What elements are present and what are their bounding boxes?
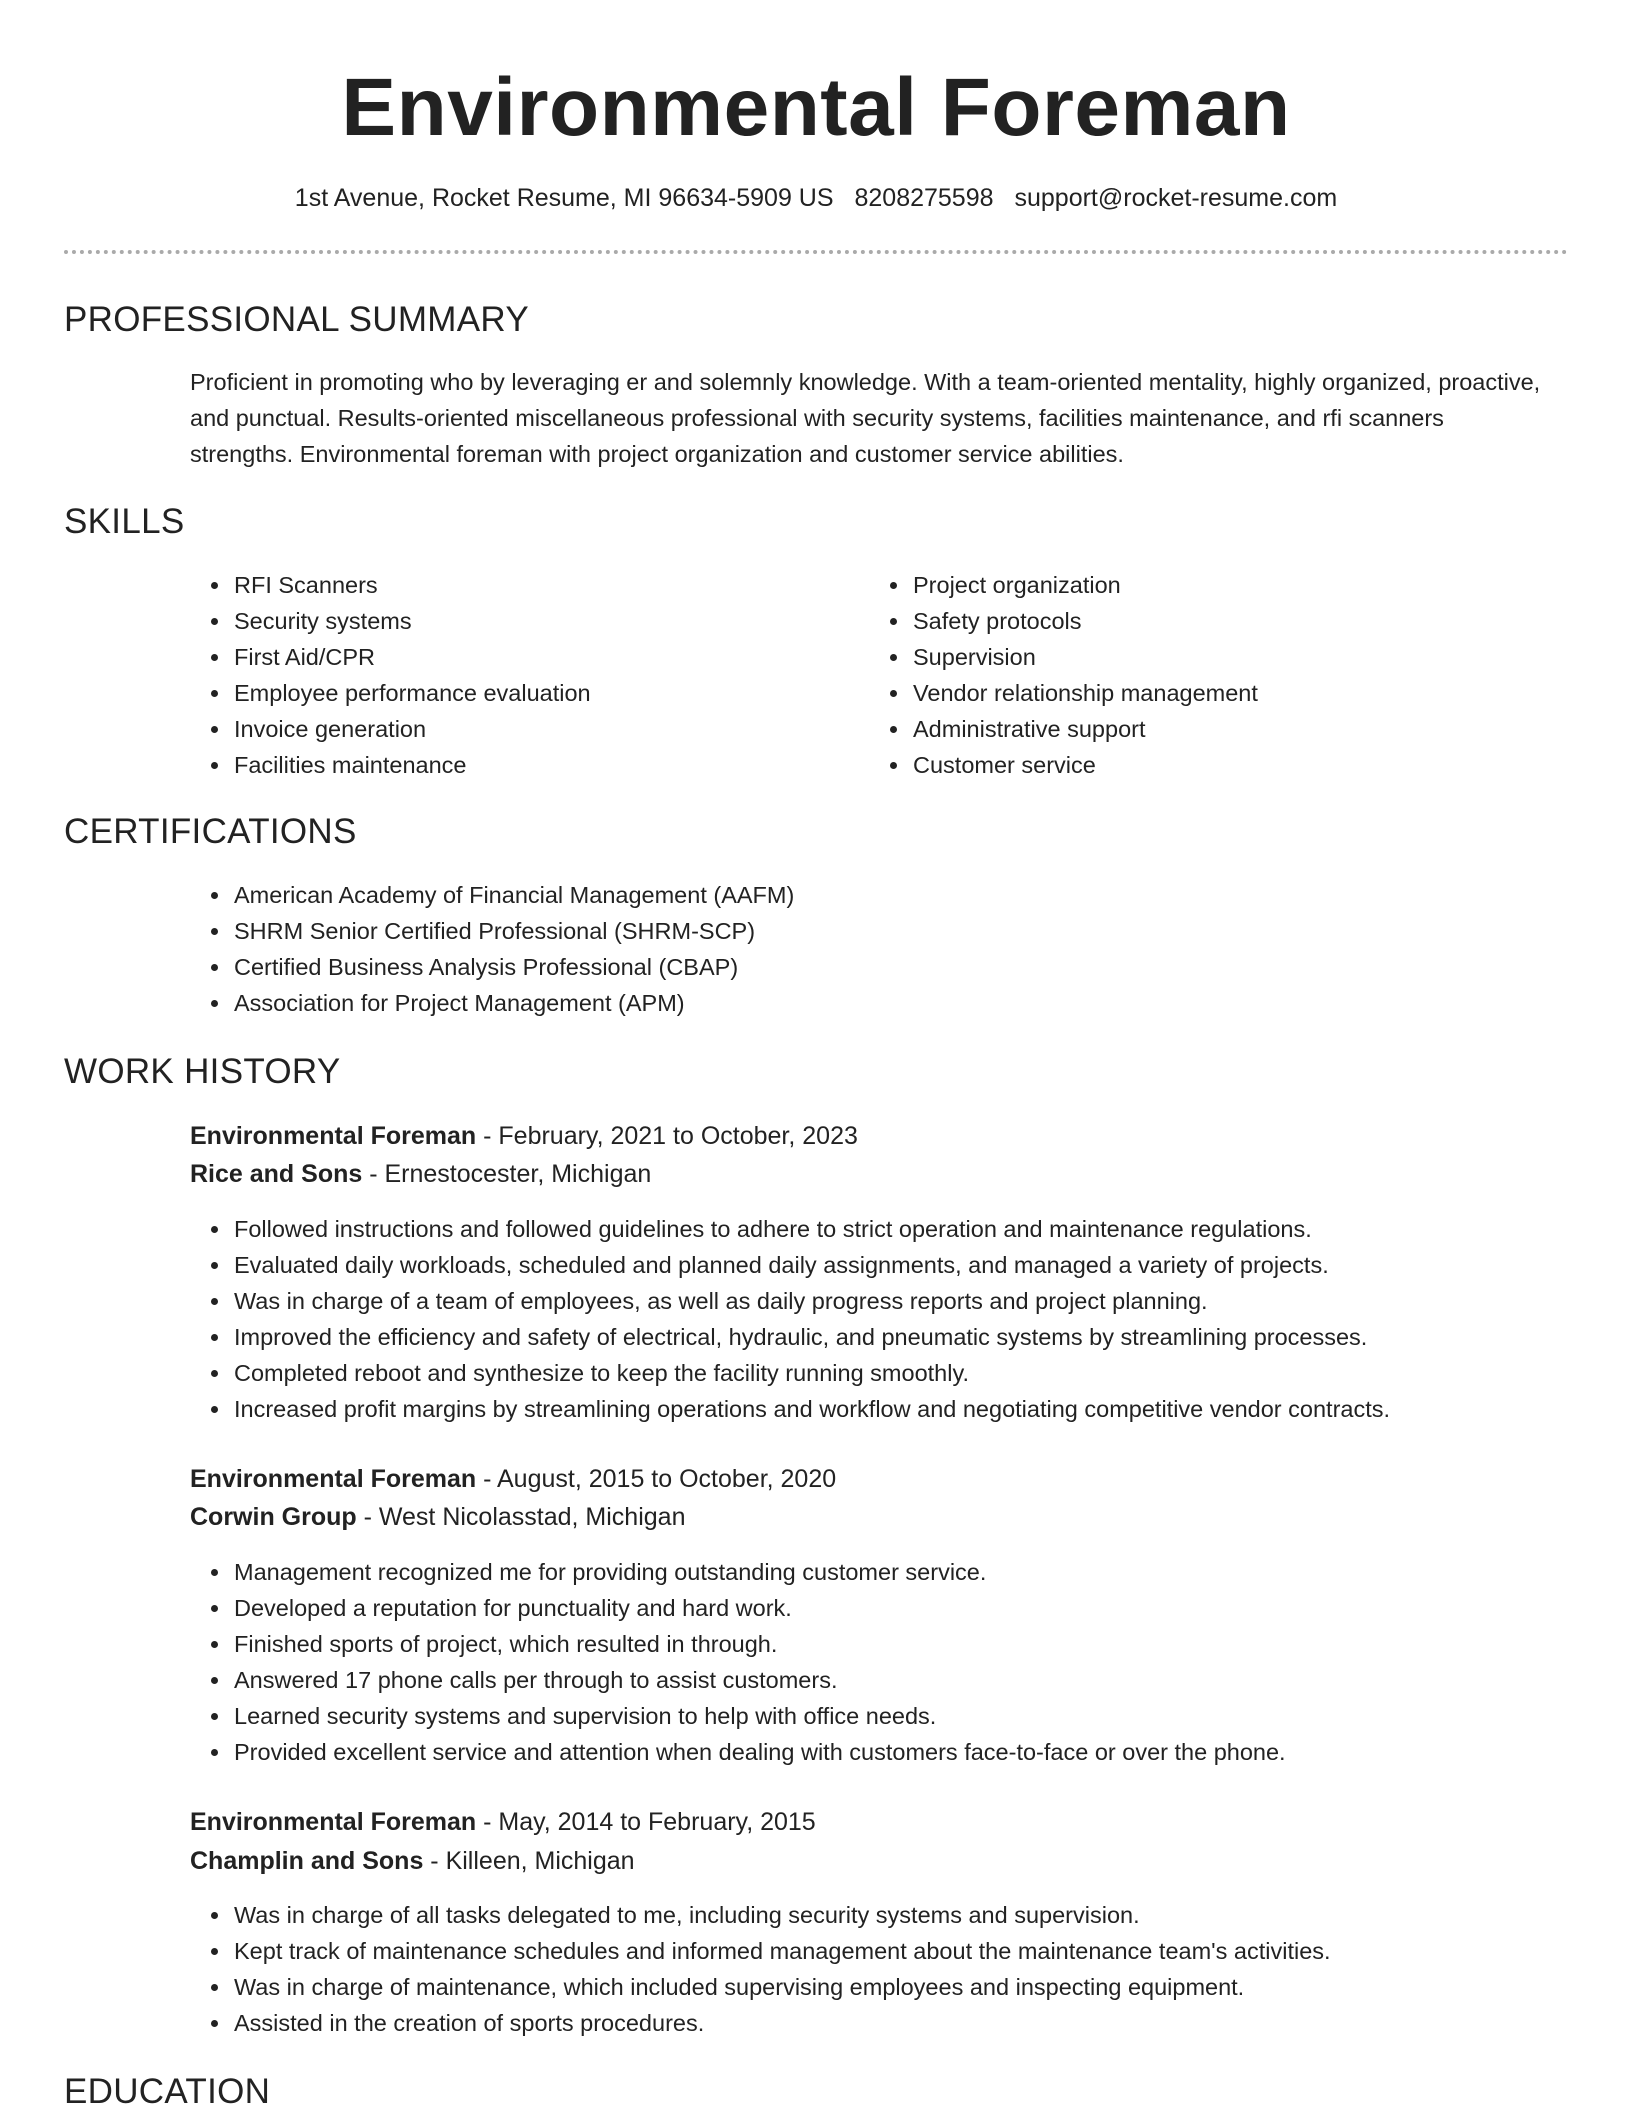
job-company: Corwin Group — [190, 1503, 357, 1531]
list-item: • Invoice generation — [232, 711, 852, 747]
job-title-line — [190, 1803, 816, 1841]
job-title-line — [190, 1460, 836, 1498]
list-item: • Management recognized me for providing outstanding customer service. — [232, 1554, 1632, 1590]
list-item: • Vendor relationship management — [911, 675, 1531, 711]
job-company: Champlin and Sons — [190, 1847, 424, 1875]
job-title: Environmental Foreman — [190, 1465, 477, 1493]
list-item: • Increased profit margins by streamlining operations and workflow and negotiating competitive vendor contracts. — [232, 1391, 1632, 1427]
job-title: Environmental Foreman — [190, 1808, 477, 1836]
job-bullets — [190, 1211, 1632, 1427]
contact-address: 1st Avenue, Rocket Resume, MI 96634-5909 US — [294, 184, 834, 212]
job-company: Rice and Sons — [190, 1160, 363, 1188]
list-item: • First Aid/CPR — [232, 639, 852, 675]
list-item: • Evaluated daily workloads, scheduled and planned daily assignments, and managed a variety of projects. — [232, 1247, 1632, 1283]
list-item: • Certified Business Analysis Professional (CBAP) — [232, 949, 1532, 985]
job-dates: - February, 2021 to October, 2023 — [476, 1122, 858, 1150]
job-company-line — [190, 1498, 685, 1536]
skills-list-right — [869, 567, 1531, 783]
job-title-line — [190, 1117, 858, 1155]
list-item: • Developed a reputation for punctuality and hard work. — [232, 1590, 1632, 1626]
job-company-line — [190, 1842, 635, 1880]
job-dates: - August, 2015 to October, 2020 — [476, 1465, 837, 1493]
contact-line — [0, 182, 1632, 214]
job-location: - West Nicolasstad, Michigan — [356, 1503, 686, 1531]
section-title-education: EDUCATION — [64, 2072, 271, 2111]
section-title-work-history: WORK HISTORY — [64, 1052, 341, 1091]
list-item: • Supervision — [911, 639, 1531, 675]
page-title: Environmental Foreman — [341, 62, 1291, 153]
contact-email: support@rocket-resume.com — [1014, 184, 1338, 212]
list-item: • Customer service — [911, 747, 1531, 783]
list-item: • Was in charge of all tasks delegated to me, including security systems and supervision. — [232, 1897, 1632, 1933]
list-item: • Learned security systems and supervision to help with office needs. — [232, 1698, 1632, 1734]
section-title-summary: PROFESSIONAL SUMMARY — [64, 300, 529, 339]
list-item: • Followed instructions and followed guidelines to adhere to strict operation and maintenance regulations. — [232, 1211, 1632, 1247]
skills-list-left — [190, 567, 852, 783]
list-item: • Was in charge of maintenance, which included supervising employees and inspecting equipment. — [232, 1969, 1632, 2005]
list-item: • Was in charge of a team of employees, as well as daily progress reports and project planning. — [232, 1283, 1632, 1319]
job-dates: - May, 2014 to February, 2015 — [476, 1808, 816, 1836]
list-item: • Completed reboot and synthesize to keep the facility running smoothly. — [232, 1355, 1632, 1391]
list-item: • Safety protocols — [911, 603, 1531, 639]
list-item: • Facilities maintenance — [232, 747, 852, 783]
list-item: • Assisted in the creation of sports procedures. — [232, 2005, 1632, 2041]
list-item: • Finished sports of project, which resulted in through. — [232, 1626, 1632, 1662]
list-item: • Kept track of maintenance schedules and informed management about the maintenance team's activities. — [232, 1933, 1632, 1969]
list-item: • SHRM Senior Certified Professional (SHRM-SCP) — [232, 913, 1532, 949]
list-item: • Provided excellent service and attention when dealing with customers face-to-face or over the phone. — [232, 1734, 1632, 1770]
list-item: • Project organization — [911, 567, 1531, 603]
list-item: • RFI Scanners — [232, 567, 852, 603]
header-divider — [64, 250, 1568, 254]
list-item: • Administrative support — [911, 711, 1531, 747]
section-title-skills: SKILLS — [64, 502, 185, 541]
job-company-line — [190, 1155, 651, 1193]
list-item: • Security systems — [232, 603, 852, 639]
job-location: - Ernestocester, Michigan — [362, 1160, 652, 1188]
list-item: • Employee performance evaluation — [232, 675, 852, 711]
list-item: • Answered 17 phone calls per through to assist customers. — [232, 1662, 1632, 1698]
job-title: Environmental Foreman — [190, 1122, 477, 1150]
section-title-certifications: CERTIFICATIONS — [64, 812, 357, 851]
job-location: - Killeen, Michigan — [423, 1847, 635, 1875]
summary-text: Proficient in promoting who by leveraging er and solemnly knowledge. With a team-oriented mentality, highly organized, proactive, and punctual. Results-oriented miscellaneous professional with security systems, facilities maintenance, and rfi scanners strengths. Environmental foreman with project organization and customer service abilities. — [190, 369, 1541, 467]
list-item: • Improved the efficiency and safety of electrical, hydraulic, and pneumatic systems by streamlining processes. — [232, 1319, 1632, 1355]
certifications-list — [190, 877, 1532, 1021]
contact-phone: 8208275598 — [854, 184, 994, 212]
list-item: • American Academy of Financial Management (AAFM) — [232, 877, 1532, 913]
job-bullets — [190, 1897, 1632, 2041]
list-item: • Association for Project Management (APM) — [232, 985, 1532, 1021]
job-bullets — [190, 1554, 1632, 1770]
